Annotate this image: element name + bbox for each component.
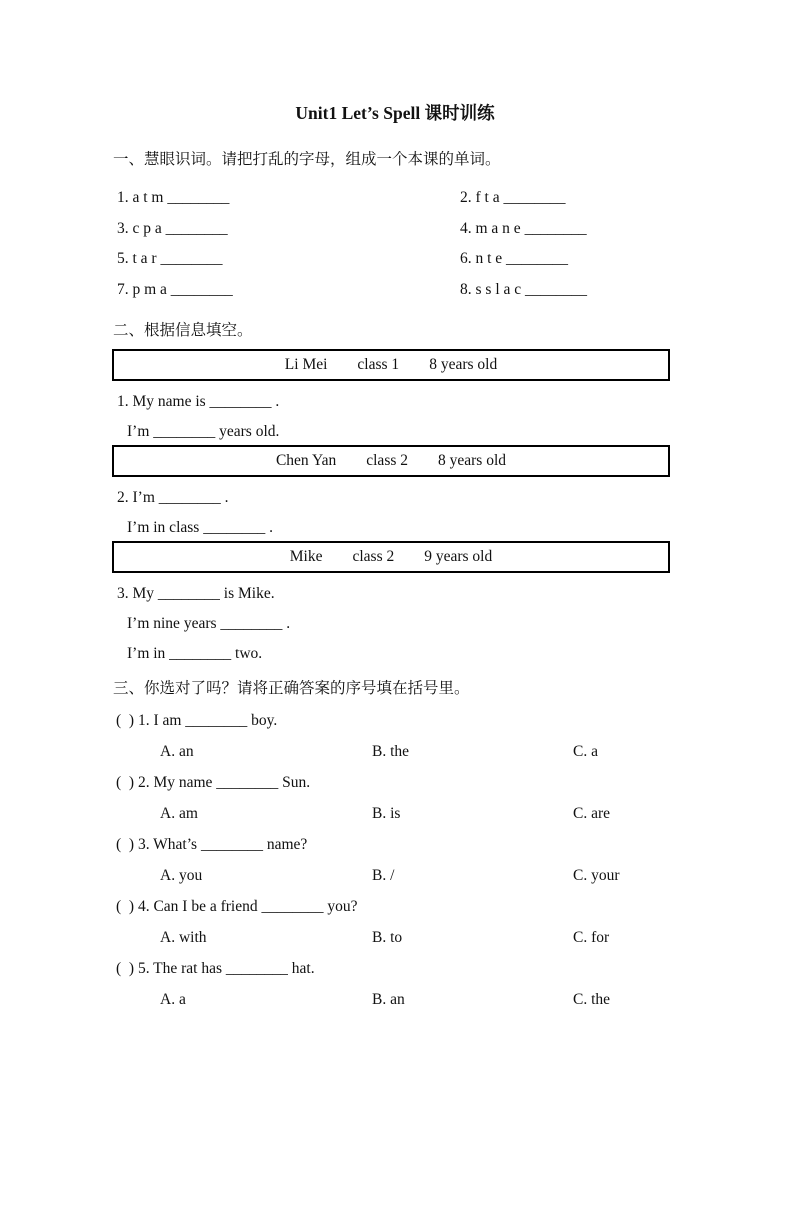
scramble-item-1: 1. a t m ________ — [117, 189, 230, 206]
info-class: class 2 — [366, 452, 409, 470]
mc-question-2: ( ) 2. My name ________ Sun. — [116, 774, 311, 792]
option-a: A. am — [160, 805, 198, 823]
option-a: A. a — [160, 991, 186, 1009]
mc-question-1: ( ) 1. I am ________ boy. — [116, 712, 278, 730]
section1-heading: 一、慧眼识词。请把打乱的字母，组成一个本课的单词。 — [113, 151, 501, 168]
section1-item-list — [117, 183, 673, 305]
fill-line: I’m in class ________ . — [127, 519, 273, 537]
fill-line: I’m in ________ two. — [127, 645, 263, 663]
fill-line: I’m nine years ________ . — [127, 615, 291, 633]
info-age: 8 years old — [429, 356, 498, 374]
info-age: 8 years old — [438, 452, 507, 470]
mc-options-2 — [117, 798, 673, 829]
option-b: B. is — [372, 805, 401, 823]
info-name: Mike — [289, 548, 323, 566]
option-c: C. a — [573, 743, 598, 761]
info-class: class 1 — [357, 356, 400, 374]
mc-options-3 — [117, 860, 673, 891]
option-c: C. your — [573, 867, 620, 885]
mc-options-5 — [117, 984, 673, 1015]
info-class: class 2 — [352, 548, 395, 566]
option-b: B. the — [372, 743, 410, 761]
option-b: B. / — [372, 867, 395, 885]
scramble-item-2: 2. f t a ________ — [460, 189, 566, 206]
scramble-item-3: 3. c p a ________ — [117, 219, 228, 237]
option-b: B. an — [372, 991, 405, 1009]
option-c: C. for — [573, 929, 610, 947]
scramble-item-6: 6. n t e ________ — [460, 250, 569, 268]
option-a: A. an — [160, 743, 194, 761]
worksheet-page — [0, 103, 793, 1015]
info-box-limei — [112, 349, 670, 381]
fill-line: I’m ________ years old. — [127, 423, 280, 441]
info-box-chenyan — [112, 445, 670, 477]
section2-heading: 二、根据信息填空。 — [113, 322, 253, 340]
section3-heading: 三、你选对了吗？请将正确答案的序号填在括号里。 — [113, 680, 470, 698]
scramble-item-5: 5. t a r ________ — [117, 250, 223, 268]
option-b: B. to — [372, 929, 403, 947]
info-name: Li Mei — [284, 356, 328, 374]
mc-options-1 — [117, 736, 673, 767]
fill-line: 2. I’m ________ . — [117, 489, 229, 507]
mc-options-4 — [117, 922, 673, 953]
info-box-mike — [112, 541, 670, 573]
info-age: 9 years old — [424, 548, 493, 566]
option-a: A. you — [160, 867, 203, 885]
option-c: C. are — [573, 805, 611, 823]
mc-question-5: ( ) 5. The rat has ________ hat. — [116, 960, 315, 978]
info-name: Chen Yan — [275, 452, 337, 470]
fill-line: 3. My ________ is Mike. — [117, 585, 275, 603]
mc-question-4: ( ) 4. Can I be a friend ________ you? — [116, 898, 358, 916]
option-c: C. the — [573, 991, 611, 1009]
scramble-item-7: 7. p m a ________ — [117, 280, 233, 298]
option-a: A. with — [160, 929, 207, 947]
mc-question-3: ( ) 3. What’s ________ name? — [116, 836, 308, 854]
fill-line: 1. My name is ________ . — [117, 393, 280, 411]
page-title: Unit1 Let’s Spell 课时训练 — [295, 103, 495, 123]
scramble-item-8: 8. s s l a c ________ — [460, 280, 588, 298]
scramble-item-4: 4. m a n e ________ — [460, 219, 587, 237]
